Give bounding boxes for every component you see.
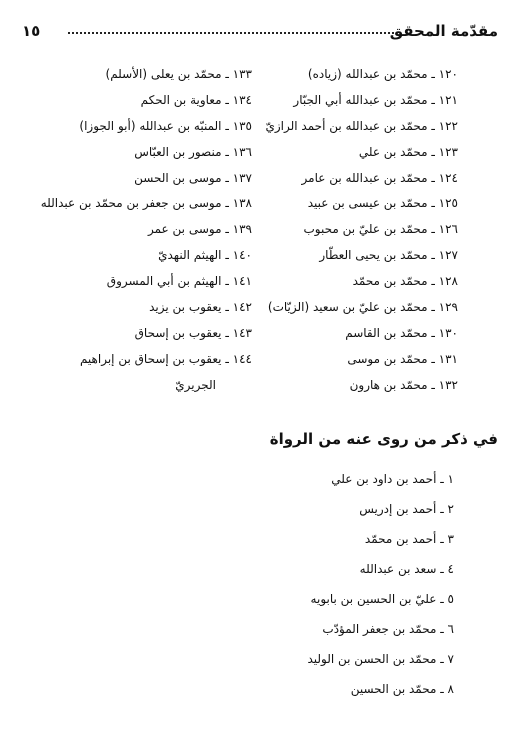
list-item: ١٢٨ ـ محمّد بن محمّد	[352, 274, 458, 289]
list-item: ١٣٠ ـ محمّد بن القاسم	[345, 325, 458, 340]
list-item: ١٣١ ـ محمّد بن موسى	[347, 351, 458, 366]
list-item: ١٣٩ ـ موسى بن عمر	[148, 222, 252, 237]
list-item: ١٢٣ ـ محمّد بن علي	[358, 144, 458, 159]
list-item: ١٢٢ ـ محمّد بن عبدالله بن أحمد الرازيّ	[265, 118, 458, 133]
list-item: ١٣٤ ـ معاوية بن الحكم	[140, 92, 252, 107]
list-item: ١٢٠ ـ محمّد بن عبدالله (زياده)	[307, 67, 458, 81]
list-item: ٣ ـ أحمد بن محمّد	[364, 532, 454, 546]
list-item: ٨ ـ محمّد بن الحسين	[350, 682, 454, 696]
list-item: ١٢٧ ـ محمّد بن يحيى العطّار	[319, 248, 458, 263]
list-item: ١٢٥ ـ محمّد بن عيسى بن عبيد	[307, 196, 458, 211]
list-item: ٧ ـ محمّد بن الحسن بن الوليد	[307, 652, 454, 666]
list-item: ١٤١ ـ الهيثم بن أبي المسروق	[106, 274, 252, 289]
page-number: ١٥	[22, 22, 41, 40]
list-item: ١٣٧ ـ موسى بن الحسن	[134, 170, 252, 185]
list-item: ٤ ـ سعد بن عبدالله	[359, 562, 454, 576]
list-item: ١٤٤ ـ يعقوب بن إسحاق بن إبراهيم	[79, 351, 252, 366]
list-item: ١٢٩ ـ محمّد بن عليّ بن سعيد (الزيّات)	[267, 300, 458, 315]
page-header	[22, 20, 498, 44]
list-item: ١٢٦ ـ محمّد بن عليّ بن محبوب	[303, 222, 458, 237]
dotted-leader	[68, 32, 394, 34]
list-item: ٥ ـ عليّ بن الحسين بن بابويه	[310, 592, 454, 606]
name-list-left-column	[12, 62, 252, 399]
list-item: ١٣٢ ـ محمّد بن هارون	[349, 377, 458, 392]
list-item: ١٢١ ـ محمّد بن عبدالله أبي الجبّار	[293, 92, 458, 107]
list-item: ١٤٠ ـ الهيثم النهديّ	[158, 248, 252, 263]
list-item: ١٣٨ ـ موسى بن جعفر بن محمّد بن عبدالله	[40, 196, 252, 211]
list-item: ١٣٦ ـ منصور بن العبّاس	[134, 144, 252, 159]
section-heading: في ذكر من روى عنه من الرواة	[269, 430, 498, 448]
list-item: ١ ـ أحمد بن داود بن علي	[331, 472, 454, 486]
list-item: ٦ ـ محمّد بن جعفر المؤدّب	[322, 622, 454, 636]
list-item-continuation: الجريريّ	[175, 377, 216, 392]
narrators-list	[194, 464, 454, 704]
list-item: ١٤٣ ـ يعقوب بن إسحاق	[134, 325, 252, 340]
running-title: مقدّمة المحقق	[389, 22, 498, 40]
list-item: ١٣٣ ـ محمّد بن يعلى (الأسلم)	[105, 67, 252, 81]
list-item: ١٤٢ ـ يعقوب بن يزيد	[149, 300, 252, 315]
list-item: ١٢٤ ـ محمّد بن عبدالله بن عامر	[301, 170, 458, 185]
list-item: ٢ ـ أحمد بن إدريس	[359, 502, 454, 516]
list-item: ١٣٥ ـ المنبّه بن عبدالله (أبو الجوزا)	[79, 118, 252, 133]
name-list-right-column	[238, 62, 458, 399]
